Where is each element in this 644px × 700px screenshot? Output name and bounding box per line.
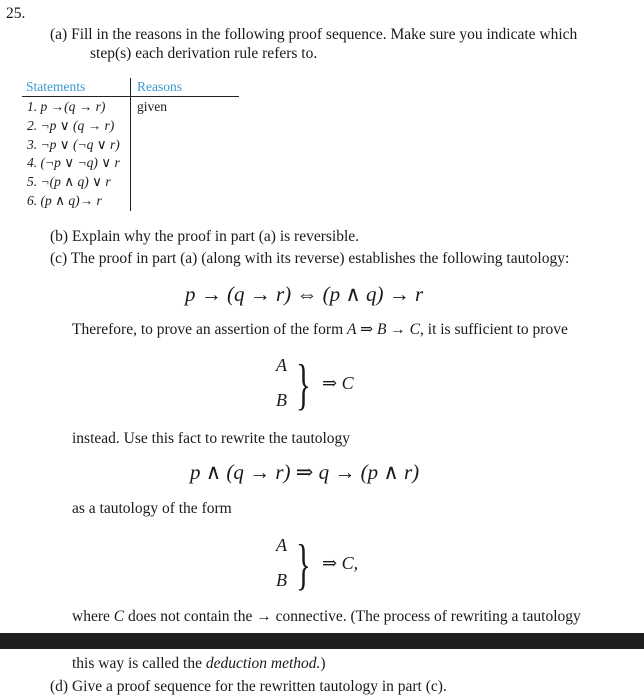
- statement-row: 1. p →(q → r): [27, 99, 106, 114]
- part-d: (d) Give a proof sequence for the rewritten tautology in part (c).: [50, 678, 447, 695]
- header-reasons: Reasons: [137, 79, 182, 94]
- brace2-rhs: ⇒ C,: [322, 553, 359, 573]
- as-form-line: as a tautology of the form: [72, 500, 232, 517]
- header-statements: Statements: [26, 79, 86, 94]
- instead-line: instead. Use this fact to rewrite the tautology: [72, 430, 351, 447]
- part-b: (b) Explain why the proof in part (a) is reversible.: [50, 228, 360, 245]
- statement-row: 5. ¬(p ∧ q) ∨ r: [27, 174, 111, 189]
- brace1-top: A: [276, 355, 287, 375]
- brace-block-1: [276, 355, 396, 420]
- therefore-line: Therefore, to prove an assertion of the form A ⇒ B → C, it is sufficient to prove: [72, 321, 568, 338]
- part-a-line2: step(s) each derivation rule refers to.: [90, 45, 318, 62]
- where-line: where C does not contain the → connective. (The process of rewriting a tautology: [72, 608, 581, 625]
- statement-row: 2. ¬p ∨ (q → r): [27, 118, 115, 133]
- statement-row: 4. (¬p ∨ ¬q) ∨ r: [27, 155, 120, 170]
- problem-number: 25.: [6, 5, 26, 22]
- right-brace-icon: }: [296, 534, 311, 596]
- table-column-rule: [130, 78, 131, 211]
- reason-given: given: [137, 99, 167, 114]
- brace1-rhs: ⇒ C: [322, 373, 354, 393]
- brace2-bottom: B: [276, 570, 287, 590]
- brace1-bottom: B: [276, 390, 287, 410]
- statement-row: 6. (p ∧ q)→ r: [27, 193, 102, 208]
- statement-row: 3. ¬p ∨ (¬q ∨ r): [27, 137, 120, 152]
- tautology-2: p ∧ (q → r) ⇒ q → (p ∧ r): [190, 460, 420, 484]
- deduction-line: this way is called the deduction method.): [72, 655, 326, 672]
- brace2-top: A: [276, 535, 287, 555]
- part-c-line1: (c) The proof in part (a) (along with its reverse) establishes the following tautology:: [50, 250, 570, 267]
- right-brace-icon: }: [296, 354, 311, 416]
- therefore-math: A ⇒ B → C: [347, 321, 421, 338]
- tautology-1: p → (q → r) ⇔ (p ∧ q) → r: [185, 282, 424, 306]
- part-a-line1: (a) Fill in the reasons in the following proof sequence. Make sure you indicate which: [50, 26, 578, 43]
- page-break-bar: [0, 633, 644, 649]
- brace-block-2: [276, 535, 406, 600]
